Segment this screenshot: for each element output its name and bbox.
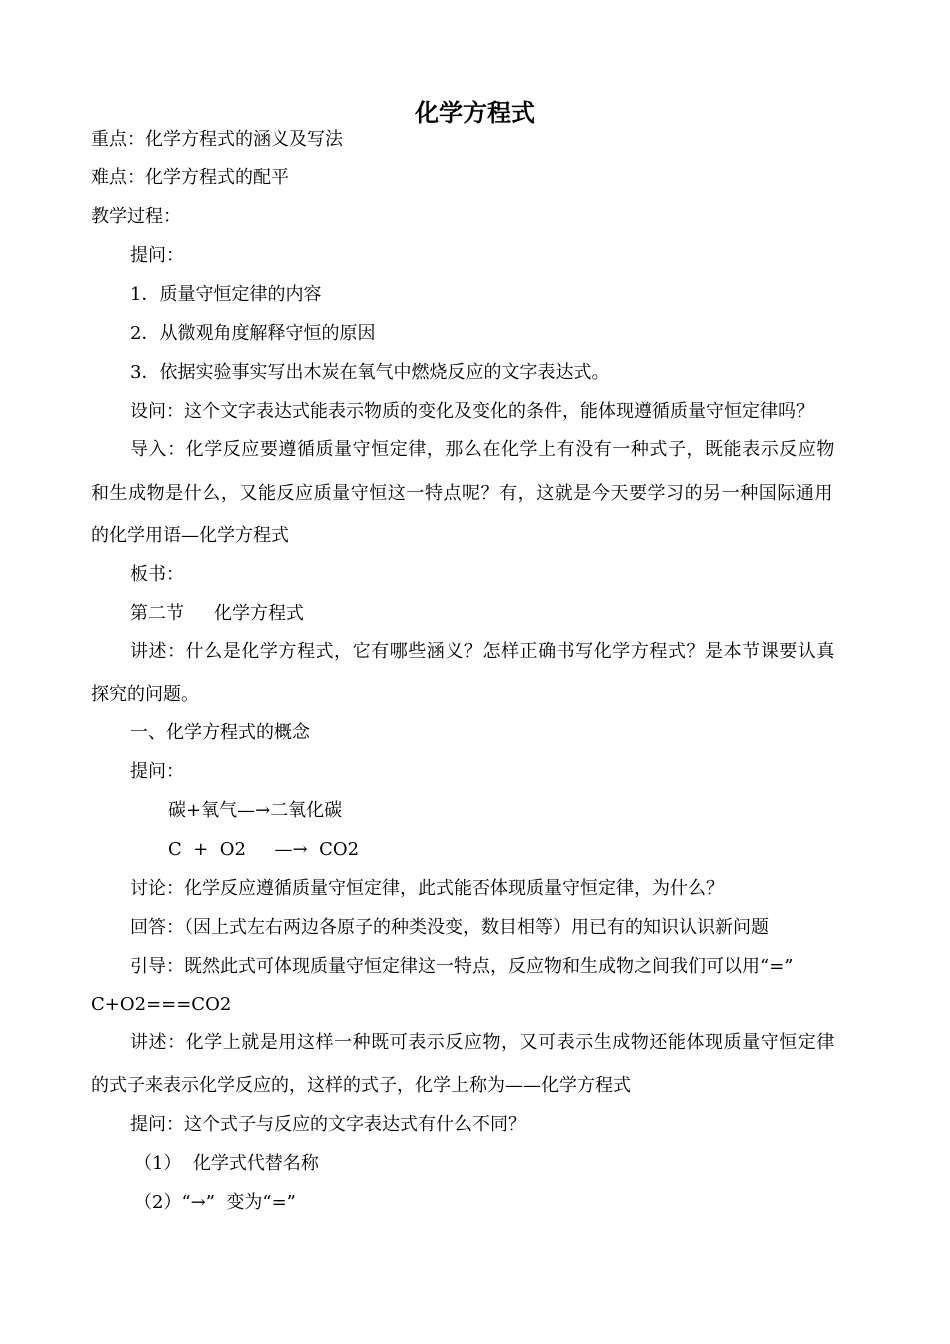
narration-line-2: 探究的问题。 (91, 684, 199, 705)
guidance-line: 引导：既然此式可体现质量守恒定律这一特点，反应物和生成物之间我们可以用“=” (130, 956, 794, 977)
difference-item-2: （2）“→” 变为“=” (134, 1192, 296, 1213)
difference-question: 提问：这个式子与反应的文字表达式有什么不同？ (130, 1114, 526, 1135)
difficulty-line: 难点：化学方程式的配平 (91, 167, 289, 188)
explanation-line-2: 的式子来表示化学反应的，这样的式子，化学上称为——化学方程式 (91, 1075, 631, 1096)
key-point-line: 重点：化学方程式的涵义及写法 (91, 129, 343, 150)
question-item-1: 1．质量守恒定律的内容 (130, 284, 322, 305)
word-equation: 碳+氧气—→二氧化碳 (168, 800, 343, 821)
intro-paragraph-line-2: 和生成物是什么，又能反应质量守恒这一特点呢？有，这就是今天要学习的另一种国际通用 (91, 483, 833, 504)
question-heading-2: 提问： (130, 761, 184, 782)
answer-line: 回答：（因上式左右两边各原子的种类没变，数目相等）用已有的知识认识新问题 (130, 917, 769, 938)
page-title: 化学方程式 (415, 98, 535, 127)
symbol-equation: C + O2 —→ CO2 (168, 839, 360, 860)
question-item-3: 3．依据实验事实写出木炭在氧气中燃烧反应的文字表达式。 (130, 362, 610, 383)
narration-line-1: 讲述：什么是化学方程式，它有哪些涵义？怎样正确书写化学方程式？是本节课要认真 (130, 641, 835, 662)
section-title: 化学方程式 (214, 603, 304, 624)
blackboard-heading: 板书： (130, 564, 184, 585)
question-item-2: 2．从微观角度解释守恒的原因 (130, 323, 376, 344)
explanation-line-1: 讲述：化学上就是用这样一种既可表示反应物，又可表示生成物还能体现质量守恒定律 (130, 1032, 835, 1053)
discussion-line: 讨论：化学反应遵循质量守恒定律，此式能否体现质量守恒定律，为什么？ (130, 878, 724, 899)
section-heading (130, 602, 304, 626)
teaching-process-heading: 教学过程： (91, 206, 181, 227)
intro-paragraph-line-3: 的化学用语—化学方程式 (91, 525, 289, 546)
question-heading: 提问： (130, 245, 184, 266)
setup-question: 设问：这个文字表达式能表示物质的变化及变化的条件，能体现遵循质量守恒定律吗？ (130, 401, 814, 422)
difference-item-1: （1） 化学式代替名称 (134, 1153, 319, 1174)
section-number: 第二节 (130, 603, 184, 624)
balanced-equation: C+O2===CO2 (91, 994, 232, 1015)
concept-heading: 一、化学方程式的概念 (130, 722, 310, 743)
intro-paragraph-line-1: 导入：化学反应要遵循质量守恒定律，那么在化学上有没有一种式子，既能表示反应物 (130, 439, 835, 460)
